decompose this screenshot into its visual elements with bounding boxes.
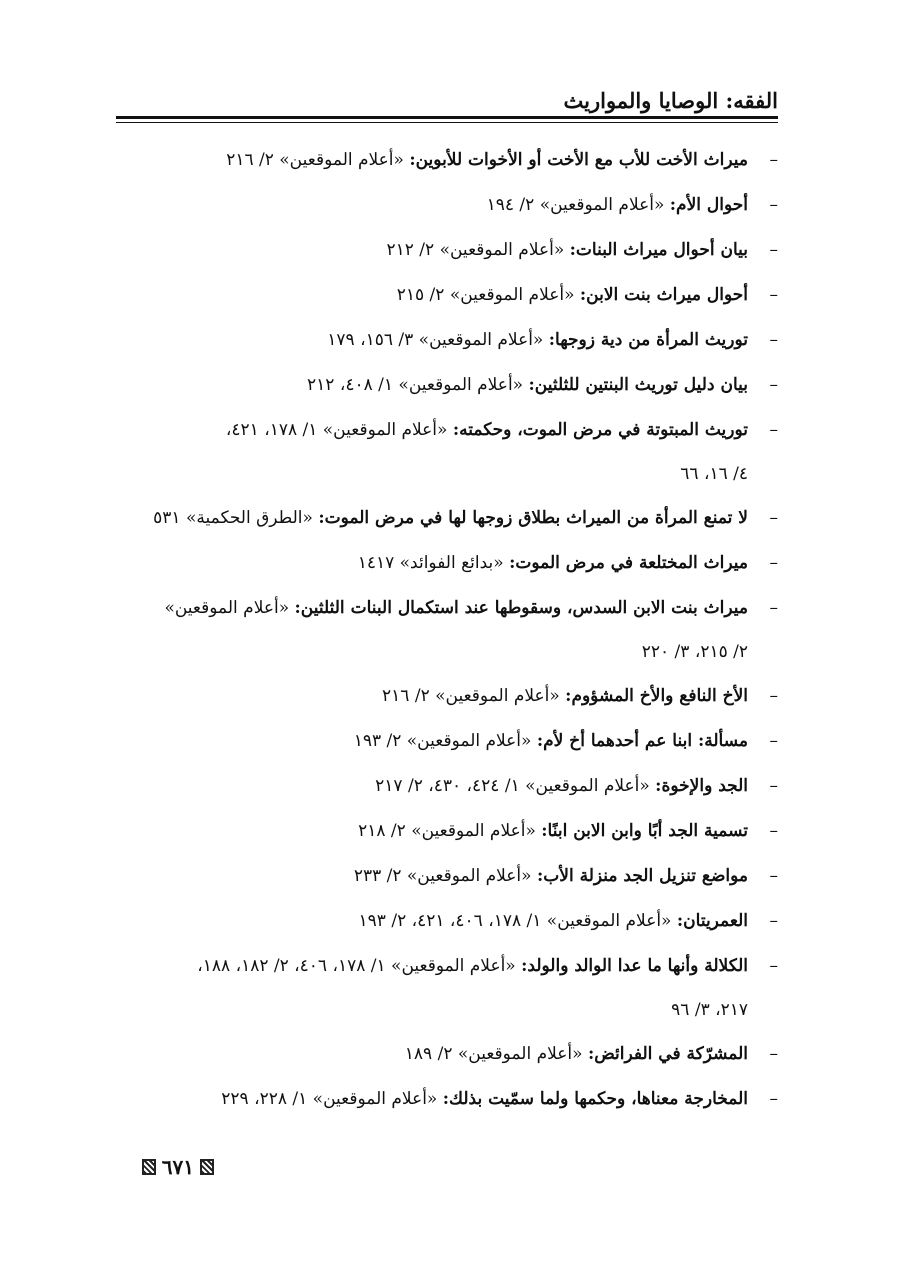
list-item xyxy=(98,318,778,363)
index-entries xyxy=(98,138,778,1122)
entry-heading: أحوال الأم: xyxy=(669,195,748,215)
entry-heading: لا تمنع المرأة من الميراث بطلاق زوجها لها في مرض الموت: xyxy=(318,508,748,528)
header-rule-thin xyxy=(116,122,778,123)
list-item xyxy=(98,719,778,764)
entry-reference: «أعلام الموقعين» ١/ ١٧٨، ٤٠٦، ٤٢١، ٢/ ١٩٣ xyxy=(358,911,672,931)
entry-heading: ميراث الأخت للأب مع الأخت أو الأخوات للأبوين: xyxy=(409,150,748,170)
entry-reference: «أعلام الموقعين» ٢/ ٢١٦ xyxy=(382,686,560,706)
entry-heading: أحوال ميراث بنت الابن: xyxy=(579,285,748,305)
entry-reference: «أعلام الموقعين» ١/ ١٧٨، ٤٠٦، ٢/ ١٨٢، ١٨٨، xyxy=(197,956,516,976)
entry-reference: «الطرق الحكمية» ٥٣١ xyxy=(153,508,313,528)
entry-heading: مسألة: ابنا عم أحدهما أخ لأم: xyxy=(536,731,748,751)
entry-reference: «أعلام الموقعين» ٢/ ٢١٦ xyxy=(226,150,404,170)
list-item xyxy=(98,809,778,854)
entry-heading: المخارجة معناها، وحكمها ولما سمّيت بذلك: xyxy=(442,1089,748,1109)
dash-bullet: – xyxy=(769,686,778,706)
list-item xyxy=(98,1032,778,1077)
dash-bullet: – xyxy=(769,508,778,528)
dash-bullet: – xyxy=(769,866,778,886)
page-title: الفقه: الوصايا والمواريث xyxy=(563,88,778,113)
entry-heading: توريث المرأة من دية زوجها: xyxy=(548,330,748,350)
entry-heading: مواضع تنزيل الجد منزلة الأب: xyxy=(536,866,748,886)
list-item xyxy=(98,273,778,318)
dash-bullet: – xyxy=(769,776,778,796)
list-item xyxy=(98,408,778,496)
entry-heading: تسمية الجد أبًا وابن الابن ابنًا: xyxy=(541,821,748,841)
entry-heading: الجد والإخوة: xyxy=(655,776,748,796)
page-footer xyxy=(142,1155,214,1179)
entry-reference: «أعلام الموقعين» ٢/ ١٨٩ xyxy=(404,1044,583,1064)
list-item xyxy=(98,183,778,228)
entry-reference: «أعلام الموقعين» ٢/ ٢١٢ xyxy=(386,240,565,260)
dash-bullet: – xyxy=(769,1044,778,1064)
dash-bullet: – xyxy=(769,285,778,305)
list-item xyxy=(98,541,778,586)
list-item xyxy=(98,674,778,719)
entry-heading: المشرّكة في الفرائض: xyxy=(587,1044,748,1064)
entry-heading: الكلالة وأنها ما عدا الوالد والولد: xyxy=(521,956,748,976)
list-item xyxy=(98,899,778,944)
entry-reference: «أعلام الموقعين» ٢/ ٢١٨ xyxy=(358,821,536,841)
list-item xyxy=(98,138,778,183)
entry-reference: «أعلام الموقعين» ٢/ ١٩٣ xyxy=(353,731,532,751)
entry-heading: ميراث بنت الابن السدس، وسقوطها عند استكمال البنات الثلثين: xyxy=(294,598,748,618)
dash-bullet: – xyxy=(769,420,778,440)
entry-heading: بيان أحوال ميراث البنات: xyxy=(569,240,748,260)
list-item xyxy=(98,586,778,674)
entry-reference: «أعلام الموقعين» ٣/ ١٥٦، ١٧٩ xyxy=(327,330,544,350)
entry-reference: «أعلام الموقعين» ١/ ٤٢٤، ٤٣٠، ٢/ ٢١٧ xyxy=(375,776,650,796)
list-item xyxy=(98,496,778,541)
entry-reference: «أعلام الموقعين» xyxy=(164,598,290,618)
page-number: ٦٧١ xyxy=(161,1155,194,1179)
entry-continuation: ٢١٧، ٣/ ٩٦ xyxy=(671,1000,748,1020)
dash-bullet: – xyxy=(769,553,778,573)
entry-reference: «أعلام الموقعين» ١/ ١٧٨، ٤٢١، xyxy=(225,420,448,440)
dash-bullet: – xyxy=(769,821,778,841)
entry-heading: توريث المبتوتة في مرض الموت، وحكمته: xyxy=(452,420,748,440)
list-item xyxy=(98,228,778,273)
dash-bullet: – xyxy=(769,195,778,215)
entry-continuation: ٤/ ١٦، ٦٦ xyxy=(680,464,748,484)
dash-bullet: – xyxy=(769,1089,778,1109)
dash-bullet: – xyxy=(769,375,778,395)
ornament-icon xyxy=(200,1159,214,1175)
entry-heading: بيان دليل توريث البنتين للثلثين: xyxy=(528,375,748,395)
header-rule-thick xyxy=(116,116,778,119)
dash-bullet: – xyxy=(769,598,778,618)
dash-bullet: – xyxy=(769,150,778,170)
list-item xyxy=(98,1077,778,1122)
entry-reference: «أعلام الموقعين» ١/ ٤٠٨، ٢١٢ xyxy=(307,375,524,395)
dash-bullet: – xyxy=(769,956,778,976)
entry-heading: العمريتان: xyxy=(676,911,748,931)
list-item xyxy=(98,854,778,899)
list-item xyxy=(98,363,778,408)
entry-reference: «بدائع الفوائد» ١٤١٧ xyxy=(357,553,504,573)
entry-reference: «أعلام الموقعين» ١/ ٢٢٨، ٢٢٩ xyxy=(221,1089,438,1109)
entry-heading: الأخ النافع والأخ المشؤوم: xyxy=(565,686,748,706)
dash-bullet: – xyxy=(769,911,778,931)
dash-bullet: – xyxy=(769,240,778,260)
entry-continuation: ٢/ ٢١٥، ٣/ ٢٢٠ xyxy=(641,642,748,662)
ornament-icon xyxy=(142,1159,156,1175)
entry-reference: «أعلام الموقعين» ٢/ ٢١٥ xyxy=(396,285,575,305)
entry-reference: «أعلام الموقعين» ٢/ ١٩٤ xyxy=(486,195,665,215)
entry-heading: ميراث المختلعة في مرض الموت: xyxy=(509,553,748,573)
list-item xyxy=(98,764,778,809)
dash-bullet: – xyxy=(769,731,778,751)
entry-reference: «أعلام الموقعين» ٢/ ٢٣٣ xyxy=(353,866,532,886)
list-item xyxy=(98,944,778,1032)
dash-bullet: – xyxy=(769,330,778,350)
